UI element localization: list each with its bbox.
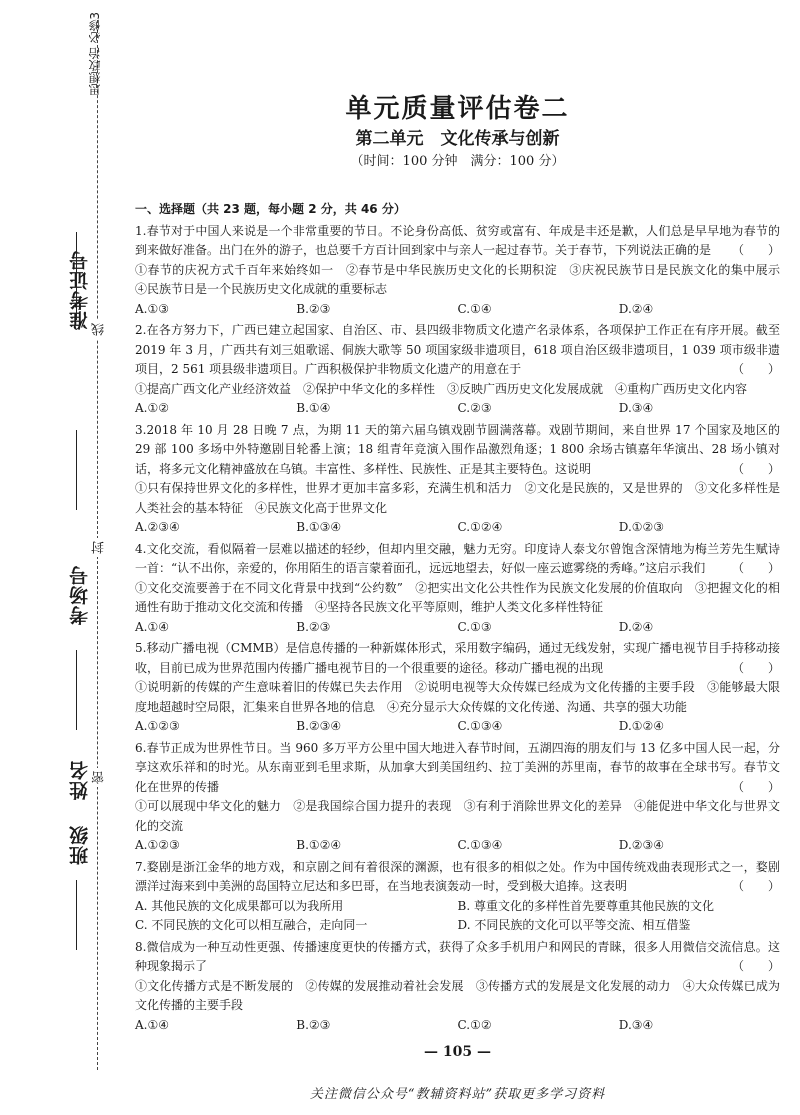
option-b[interactable]: B.①②④ — [296, 838, 342, 852]
exam-room-label: 考场号 — [69, 565, 91, 625]
class-label: 班级 — [69, 825, 91, 865]
footer-note: 关注微信公众号“教辅资料站”获取更多学习资料 — [309, 1087, 606, 1102]
question-statements: ①可以展现中华文化的魅力 ②是我国综合国力提升的表现 ③有利于消除世界文化的差异 ④能促进中华文化与世界文化的交流 — [135, 799, 780, 833]
cut-mark-line: 线 — [90, 320, 109, 339]
question-stem: 5.移动广播电视（CMMB）是信息传播的一种新媒体形式，采用数字编码，通过无线发射，实现广播电视节目手持移动接收，目前已成为世界范围内传播广播电视节目的一个很重要的途径。移动广播电视的出现 — [135, 641, 780, 675]
question-2 — [135, 321, 780, 419]
exam-room-field — [66, 565, 93, 625]
option-a[interactable]: A. 其他民族的文化成果都可以为我所用 — [135, 898, 344, 913]
option-a[interactable]: A.①②③ — [135, 838, 180, 852]
admission-number-blank-2 — [76, 430, 77, 510]
question-1 — [135, 222, 793, 320]
answer-bracket[interactable]: （ ） — [731, 779, 780, 794]
question-section — [135, 200, 793, 1035]
answer-options — [135, 518, 780, 538]
option-d[interactable]: D.③④ — [618, 401, 654, 415]
page-number: — 105 — — [424, 1044, 491, 1060]
option-b[interactable]: B. 尊重文化的多样性首先要尊重其他民族的文化 — [457, 898, 714, 913]
answer-options — [135, 300, 780, 320]
question-stem: 6.春节正成为世界性节日。当 960 多万平方公里中国大地进入春节时间，五湖四海的朋友们与 13 亿多中国人民一起，分享这欢乐祥和的时光。从东南亚到毛里求斯，从加拿大到美国纽约、拉丁美洲的苏里南，春节的故事在全球书写。春节文化在世界的传播 — [135, 740, 780, 794]
question-stem: 4.文化交流，看似隔着一层难以描述的轻纱，但却内里交融，魅力无穷。印度诗人泰戈尔曾饱含深情地为梅兰芳先生赋诗一首：“认不出你，亲爱的，你用陌生的语言蒙着面孔，远远地望去，好似一座云遮雾绕的秀峰。”这启示我们 — [135, 541, 780, 575]
option-d[interactable]: D. 不同民族的文化可以平等交流、相互借鉴 — [457, 918, 691, 932]
question-6 — [135, 739, 780, 856]
question-stem: 1.春节对于中国人来说是一个非常重要的节日。不论身份高低、贫穷或富有、年成是丰还是歉，人们总是早早地为春节的到来做好准备。出门在外的游子，也总要千方百计回到家中与亲人一起过春节。关于春节，下列说法正确的是 — [135, 223, 780, 257]
class-field — [66, 825, 93, 865]
question-5 — [135, 639, 780, 737]
cut-mark-seal: 封 — [90, 538, 109, 557]
admission-number-label: 准考证号 — [69, 250, 91, 330]
answer-bracket[interactable]: （ ） — [731, 461, 780, 476]
exam-room-blank — [76, 650, 77, 730]
binding-margin — [0, 0, 112, 1115]
name-field — [66, 760, 93, 800]
option-a[interactable]: A.①②③ — [135, 719, 180, 733]
option-a[interactable]: A.①④ — [135, 619, 169, 634]
question-stem: 7.婺剧是浙江金华的地方戏，和京剧之间有着很深的渊源，也有很多的相似之处。作为中国传统戏曲表现形式之一，婺剧漂洋过海来到中美洲的岛国特立尼达和多巴哥，在当地表演轰动一时，受到极大追捧。这表明 — [135, 859, 780, 893]
question-statements: ①只有保持世界文化的多样性，世界才更加丰富多彩，充满生机和活力 ②文化是民族的，又是世界的 ③文化多样性是人类社会的基本特征 ④民族文化高于世界文化 — [135, 481, 780, 515]
option-b[interactable]: B.②③ — [296, 1017, 331, 1032]
option-c[interactable]: C. 不同民族的文化可以相互融合，走向同一 — [135, 918, 368, 932]
name-label: 姓名 — [69, 760, 91, 800]
option-d[interactable]: D.②③④ — [618, 838, 665, 852]
section-heading: 一、选择题（共 23 题，每小题 2 分，共 46 分） — [135, 202, 406, 216]
cut-mark-secret: 密 — [90, 768, 109, 787]
option-a[interactable]: A.①③ — [135, 301, 169, 316]
answer-bracket[interactable]: （ ） — [731, 959, 780, 973]
unit-subtitle: 第二单元 文化传承与创新 — [355, 129, 560, 149]
option-d[interactable]: D.②④ — [618, 619, 654, 634]
answer-bracket[interactable]: （ ） — [731, 362, 780, 376]
option-a[interactable]: A.②③④ — [135, 520, 180, 534]
question-stem: 2.在各方努力下，广西已建立起国家、自治区、市、县四级非物质文化遗产名录体系，各项保护工作正在有序开展。截至 2019 年 3 月，广西共有刘三姐歌谣、侗族大歌等 50 项国家级非遗项目，618 项自治区级非遗项目，1 039 项市级非遗项目，2 561 项县级非遗项目。广西积极保护非物质文化遗产的用意在于 — [135, 323, 780, 376]
option-b[interactable]: B.②③ — [296, 619, 331, 634]
option-b[interactable]: B.①④ — [296, 401, 331, 415]
question-statements: ①文化交流要善于在不同文化背景中找到“公约数” ②把实出文化公共性作为民族文化发展的价值取向 ③把握文化的相通性有助于推动文化交流和传播 ④坚持各民族文化平等原则，维护人类文化多样性特征 — [135, 580, 780, 614]
subject-tag: 思想政治 必修3 — [88, 12, 102, 96]
answer-options — [135, 1016, 780, 1036]
answer-bracket[interactable]: （ ） — [731, 561, 780, 575]
admission-number-field — [66, 250, 93, 330]
exam-title: 单元质量评估卷二 — [345, 94, 570, 124]
option-c[interactable]: C.①④ — [457, 301, 492, 316]
option-b[interactable]: B.①③④ — [296, 520, 342, 534]
option-c[interactable]: C.①③④ — [457, 838, 503, 852]
option-b[interactable]: B.②③④ — [296, 719, 342, 733]
question-statements: ①提高广西文化产业经济效益 ②保护中华文化的多样性 ③反映广西历史文化发展成就 ④重构广西历史文化内容 — [135, 381, 748, 396]
option-d[interactable]: D.②④ — [618, 301, 654, 316]
class-blank — [76, 880, 77, 950]
answer-options — [135, 897, 780, 936]
option-a[interactable]: A.①④ — [135, 1017, 169, 1032]
option-d[interactable]: D.①②③ — [618, 520, 665, 534]
admission-number-blank — [76, 232, 77, 320]
answer-options — [135, 618, 780, 638]
question-stem: 8.微信成为一种互动性更强、传播速度更快的传播方式，获得了众多手机用户和网民的青睐，很多人用微信交流信息。这种现象揭示了 — [135, 939, 780, 973]
option-c[interactable]: C.②③ — [457, 401, 492, 415]
question-3 — [135, 421, 780, 538]
question-8 — [135, 938, 780, 1036]
question-statements: ①说明新的传媒的产生意味着旧的传媒已失去作用 ②说明电视等大众传媒已经成为文化传播的主要手段 ③能够最大限度地超越时空局限，汇集来自世界各地的信息 ④充分显示大众传媒的文化传递、沟通、共享的强大功能 — [135, 680, 780, 714]
option-a[interactable]: A.①② — [135, 401, 169, 415]
answer-bracket[interactable]: （ ） — [731, 879, 780, 893]
answer-options — [135, 399, 780, 419]
answer-bracket[interactable]: （ ） — [731, 243, 780, 257]
answer-bracket[interactable]: （ ） — [731, 660, 780, 675]
option-d[interactable]: D.③④ — [618, 1017, 654, 1032]
question-stem: 3.2018 年 10 月 28 日晚 7 点，为期 11 天的第六届乌镇戏剧节圆满落幕。戏剧节期间，来自世界 17 个国家及地区的 29 部 100 多场中外特邀剧目轮番上演；18 组青年竞演入围作品激烈角逐；1 800 余场古镇嘉年华演出、28 场小镇对话，将多元文化精神盛放在乌镇。丰富性、多样性、民族性、正是其主要特色。这说明 — [135, 422, 780, 476]
option-c[interactable]: C.①② — [457, 1017, 492, 1032]
option-b[interactable]: B.②③ — [296, 301, 331, 316]
question-7 — [135, 858, 780, 936]
question-statements: ①文化传播方式是不断发展的 ②传媒的发展推动着社会发展 ③传播方式的发展是文化发展的动力 ④大众传媒已成为文化传播的主要手段 — [135, 978, 780, 1012]
option-d[interactable]: D.①②④ — [618, 719, 665, 733]
option-c[interactable]: C.①②④ — [457, 520, 503, 534]
answer-options — [135, 836, 780, 856]
answer-options — [135, 717, 780, 737]
question-statements: ①春节的庆祝方式千百年来始终如一 ②春节是中华民族历史文化的长期积淀 ③庆祝民族节日是民族文化的集中展示 ④民族节日是一个民族历史文化成就的重要标志 — [135, 262, 793, 296]
time-info: （时间：100 分钟 满分：100 分） — [350, 154, 565, 169]
question-4 — [135, 540, 780, 638]
option-c[interactable]: C.①③ — [457, 619, 492, 634]
option-c[interactable]: C.①③④ — [457, 719, 503, 733]
